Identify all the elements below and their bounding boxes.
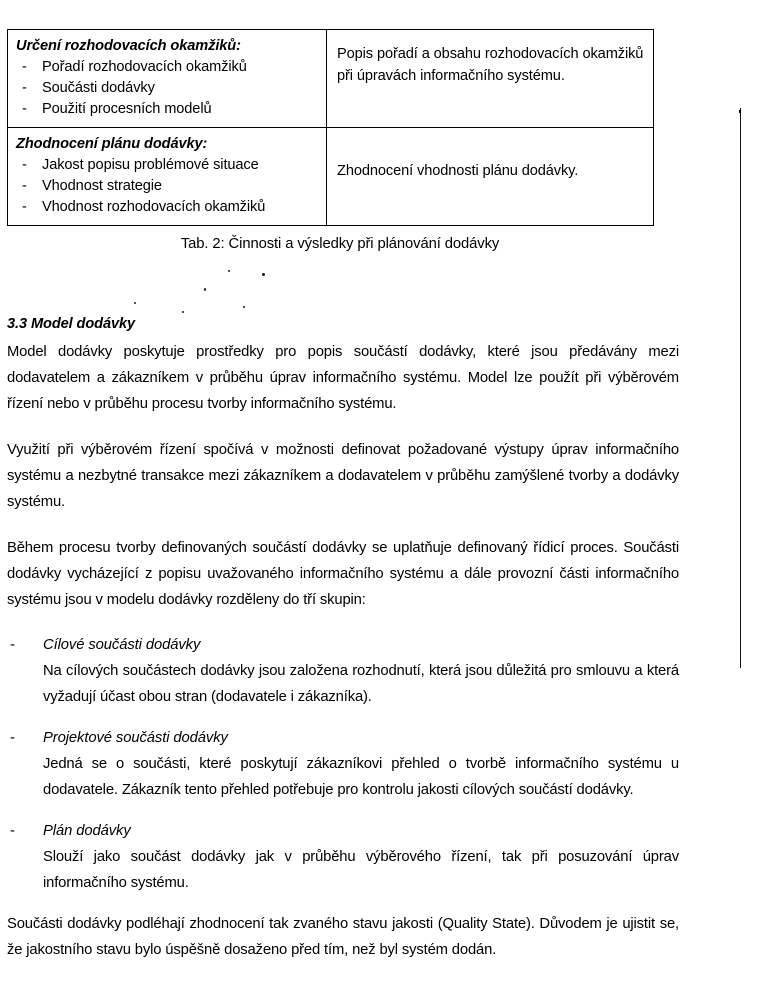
table-cell-right	[327, 30, 654, 128]
dash-bullet: -	[22, 178, 27, 194]
dash-bullet: -	[22, 101, 27, 117]
list-item	[16, 176, 322, 197]
paragraph: Model dodávky poskytuje prostředky pro popis součástí dodávky, které jsou předávány mezi dodavatelem a zákazníkem v průběhu úprav informačního systému. Model lze použít při výběrovém řízení nebo v průběhu procesu tvorby informačního systému.	[7, 344, 679, 412]
list-item	[16, 155, 322, 176]
list-item-body: Jedná se o součásti, které poskytují zákazníkovi přehled o tvorbě informačního systému u dodavatele. Zákazník tento přehled potřebuje pro kontrolu jakosti cílových součástí dodávky.	[43, 756, 679, 798]
scan-speckle	[243, 306, 245, 308]
dash-bullet: -	[10, 823, 15, 839]
table-2	[7, 29, 651, 226]
paragraph: Během procesu tvorby definovaných součástí dodávky se uplatňuje definovaný řídicí proces. Součásti dodávky vycházející z popisu uvažovaného informačního systému a dále provozní části informačního systému jsou v modelu dodávky rozděleny do tří skupin:	[7, 540, 679, 608]
dash-bullet: -	[22, 59, 27, 75]
table-cell-right	[327, 128, 654, 226]
list-item-title: Projektové součásti dodávky	[43, 730, 228, 746]
list-item-label: Použití procesních modelů	[42, 101, 212, 117]
scan-speckle	[204, 288, 206, 291]
list-item	[7, 632, 679, 710]
list-item	[16, 57, 322, 78]
cell-title: Zhodnocení plánu dodávky:	[16, 136, 208, 152]
scan-speckle	[134, 302, 136, 304]
list-item-title: Plán dodávky	[43, 823, 131, 839]
list-item-label: Vhodnost rozhodovacích okamžiků	[42, 199, 266, 215]
list-item	[7, 725, 679, 803]
list-item	[7, 818, 679, 896]
section-heading: 3.3 Model dodávky	[7, 316, 136, 332]
paragraph: Využití při výběrovém řízení spočívá v možnosti definovat požadované výstupy úprav informačního systému a nezbytné transakce mezi zákazníkem a dodavatelem v průběhu zamýšlené tvorby a dodávky systému.	[7, 442, 679, 510]
scan-edge-line	[740, 108, 741, 668]
cell-item-list	[16, 57, 322, 120]
list-item-label: Součásti dodávky	[42, 80, 155, 96]
table-caption: Tab. 2: Činnosti a výsledky při plánování dodávky	[180, 236, 500, 252]
dash-bullet: -	[10, 730, 15, 746]
list-item-label: Jakost popisu problémové situace	[42, 157, 259, 173]
scan-speckle	[228, 270, 230, 272]
list-item-label: Pořadí rozhodovacích okamžiků	[42, 59, 247, 75]
list-item-label: Vhodnost strategie	[42, 178, 162, 194]
list-item-body: Slouží jako součást dodávky jak v průběhu výběrového řízení, tak při posuzování úprav informačního systému.	[43, 849, 679, 891]
dash-bullet: -	[22, 80, 27, 96]
delivery-parts-list	[7, 632, 679, 896]
scan-edge-mark	[739, 110, 741, 113]
table-cell-left	[8, 30, 327, 128]
closing-paragraph: Součásti dodávky podléhají zhodnocení tak zvaného stavu jakosti (Quality State). Důvodem je ujistit se, že jakostního stavu bylo úspěšně dosaženo před tím, než byl systém dodán.	[7, 916, 679, 958]
scan-speckle	[182, 311, 184, 313]
cell-description: Zhodnocení vhodnosti plánu dodávky.	[337, 163, 579, 179]
dash-bullet: -	[22, 157, 27, 173]
cell-item-list	[16, 155, 322, 218]
table-cell-left	[8, 128, 327, 226]
table-row	[8, 128, 654, 226]
list-item	[16, 78, 322, 99]
dash-bullet: -	[10, 637, 15, 653]
cell-title: Určení rozhodovacích okamžiků:	[16, 38, 241, 54]
section-body	[7, 314, 679, 983]
table-row	[8, 30, 654, 128]
list-item-title: Cílové součásti dodávky	[43, 637, 201, 653]
list-item	[16, 99, 322, 120]
scan-speckle	[262, 273, 265, 276]
list-item	[16, 197, 322, 218]
list-item-body: Na cílových součástech dodávky jsou založena rozhodnutí, která jsou důležitá pro smlouvu a která vyžadují účast obou stran (dodavatele i zákazníka).	[43, 663, 679, 705]
dash-bullet: -	[22, 199, 27, 215]
cell-description: Popis pořadí a obsahu rozhodovacích okamžiků při úpravách informačního systému.	[337, 46, 644, 84]
